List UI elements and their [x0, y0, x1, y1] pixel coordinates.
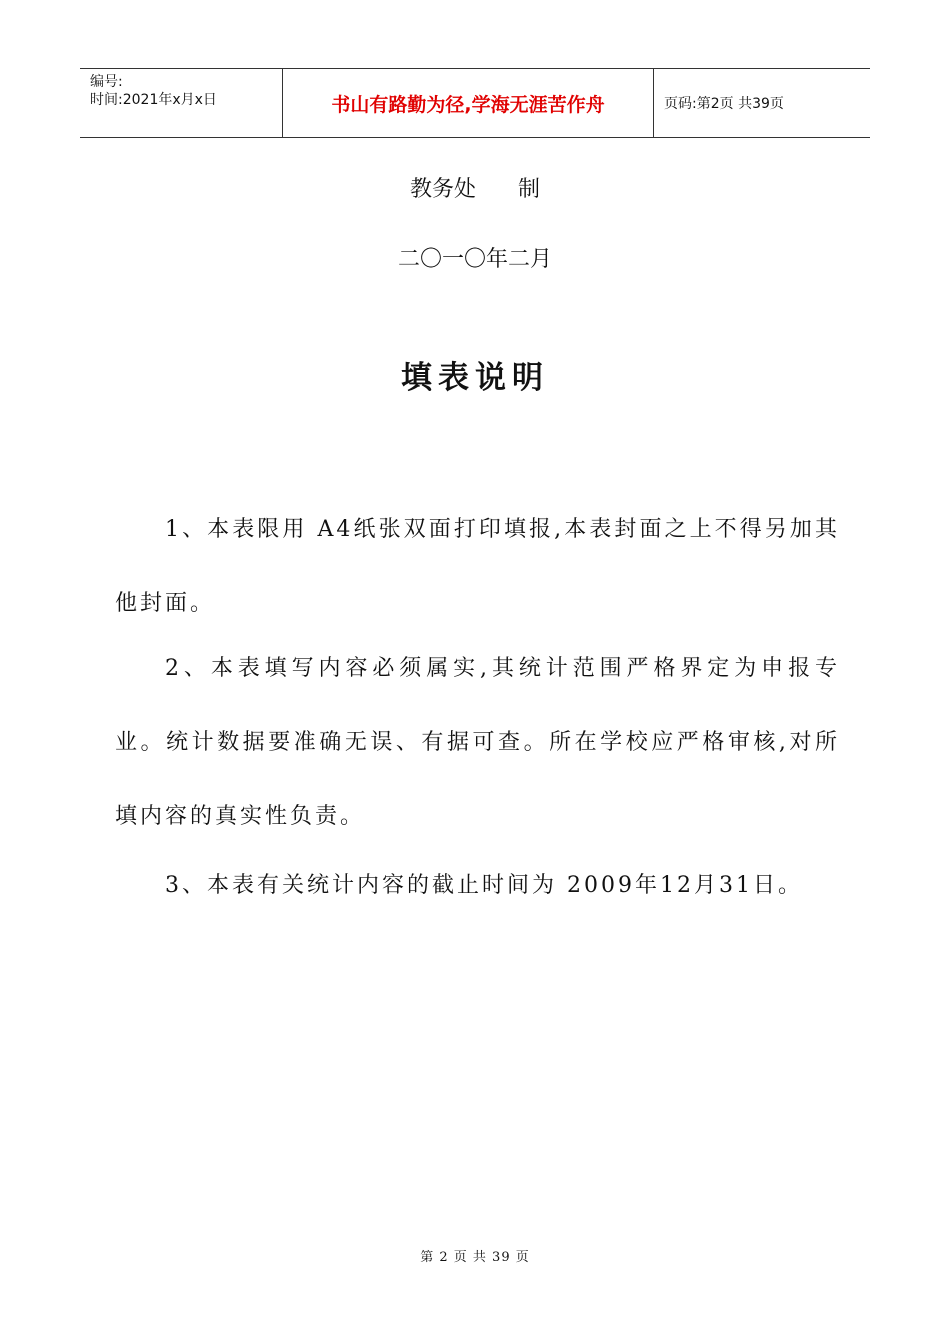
- issuer-line: [0, 172, 950, 203]
- instruction-paragraph-3: 3、本表有关统计内容的截止时间为 2009年12月31日。: [165, 873, 803, 898]
- header-motto: 书山有路勤为径,学海无涯苦作舟: [282, 69, 654, 137]
- time-label: 时间:2021年x月x日: [90, 92, 217, 108]
- header-page-info: 页码:第2页 共39页: [664, 96, 784, 112]
- page-footer: 第 2 页 共 39 页: [420, 1250, 530, 1265]
- issue-date: 二〇一〇年二月: [397, 247, 552, 272]
- page-title: 填表说明: [401, 360, 549, 396]
- issuer-name: 教务处: [409, 177, 476, 202]
- code-label: 编号:: [90, 74, 123, 90]
- instruction-paragraph-1: 1、本表限用 A4纸张双面打印填报,本表封面之上不得另加其他封面。: [115, 517, 840, 616]
- instruction-paragraph-2: 2、本表填写内容必须属实,其统计范围严格界定为申报专业。统计数据要准确无误、有据可查。所在学校应严格审核,对所填内容的真实性负责。: [115, 656, 840, 829]
- header-meta: [80, 69, 282, 137]
- page-header: [80, 68, 870, 138]
- issuer-suffix: 制: [518, 177, 541, 202]
